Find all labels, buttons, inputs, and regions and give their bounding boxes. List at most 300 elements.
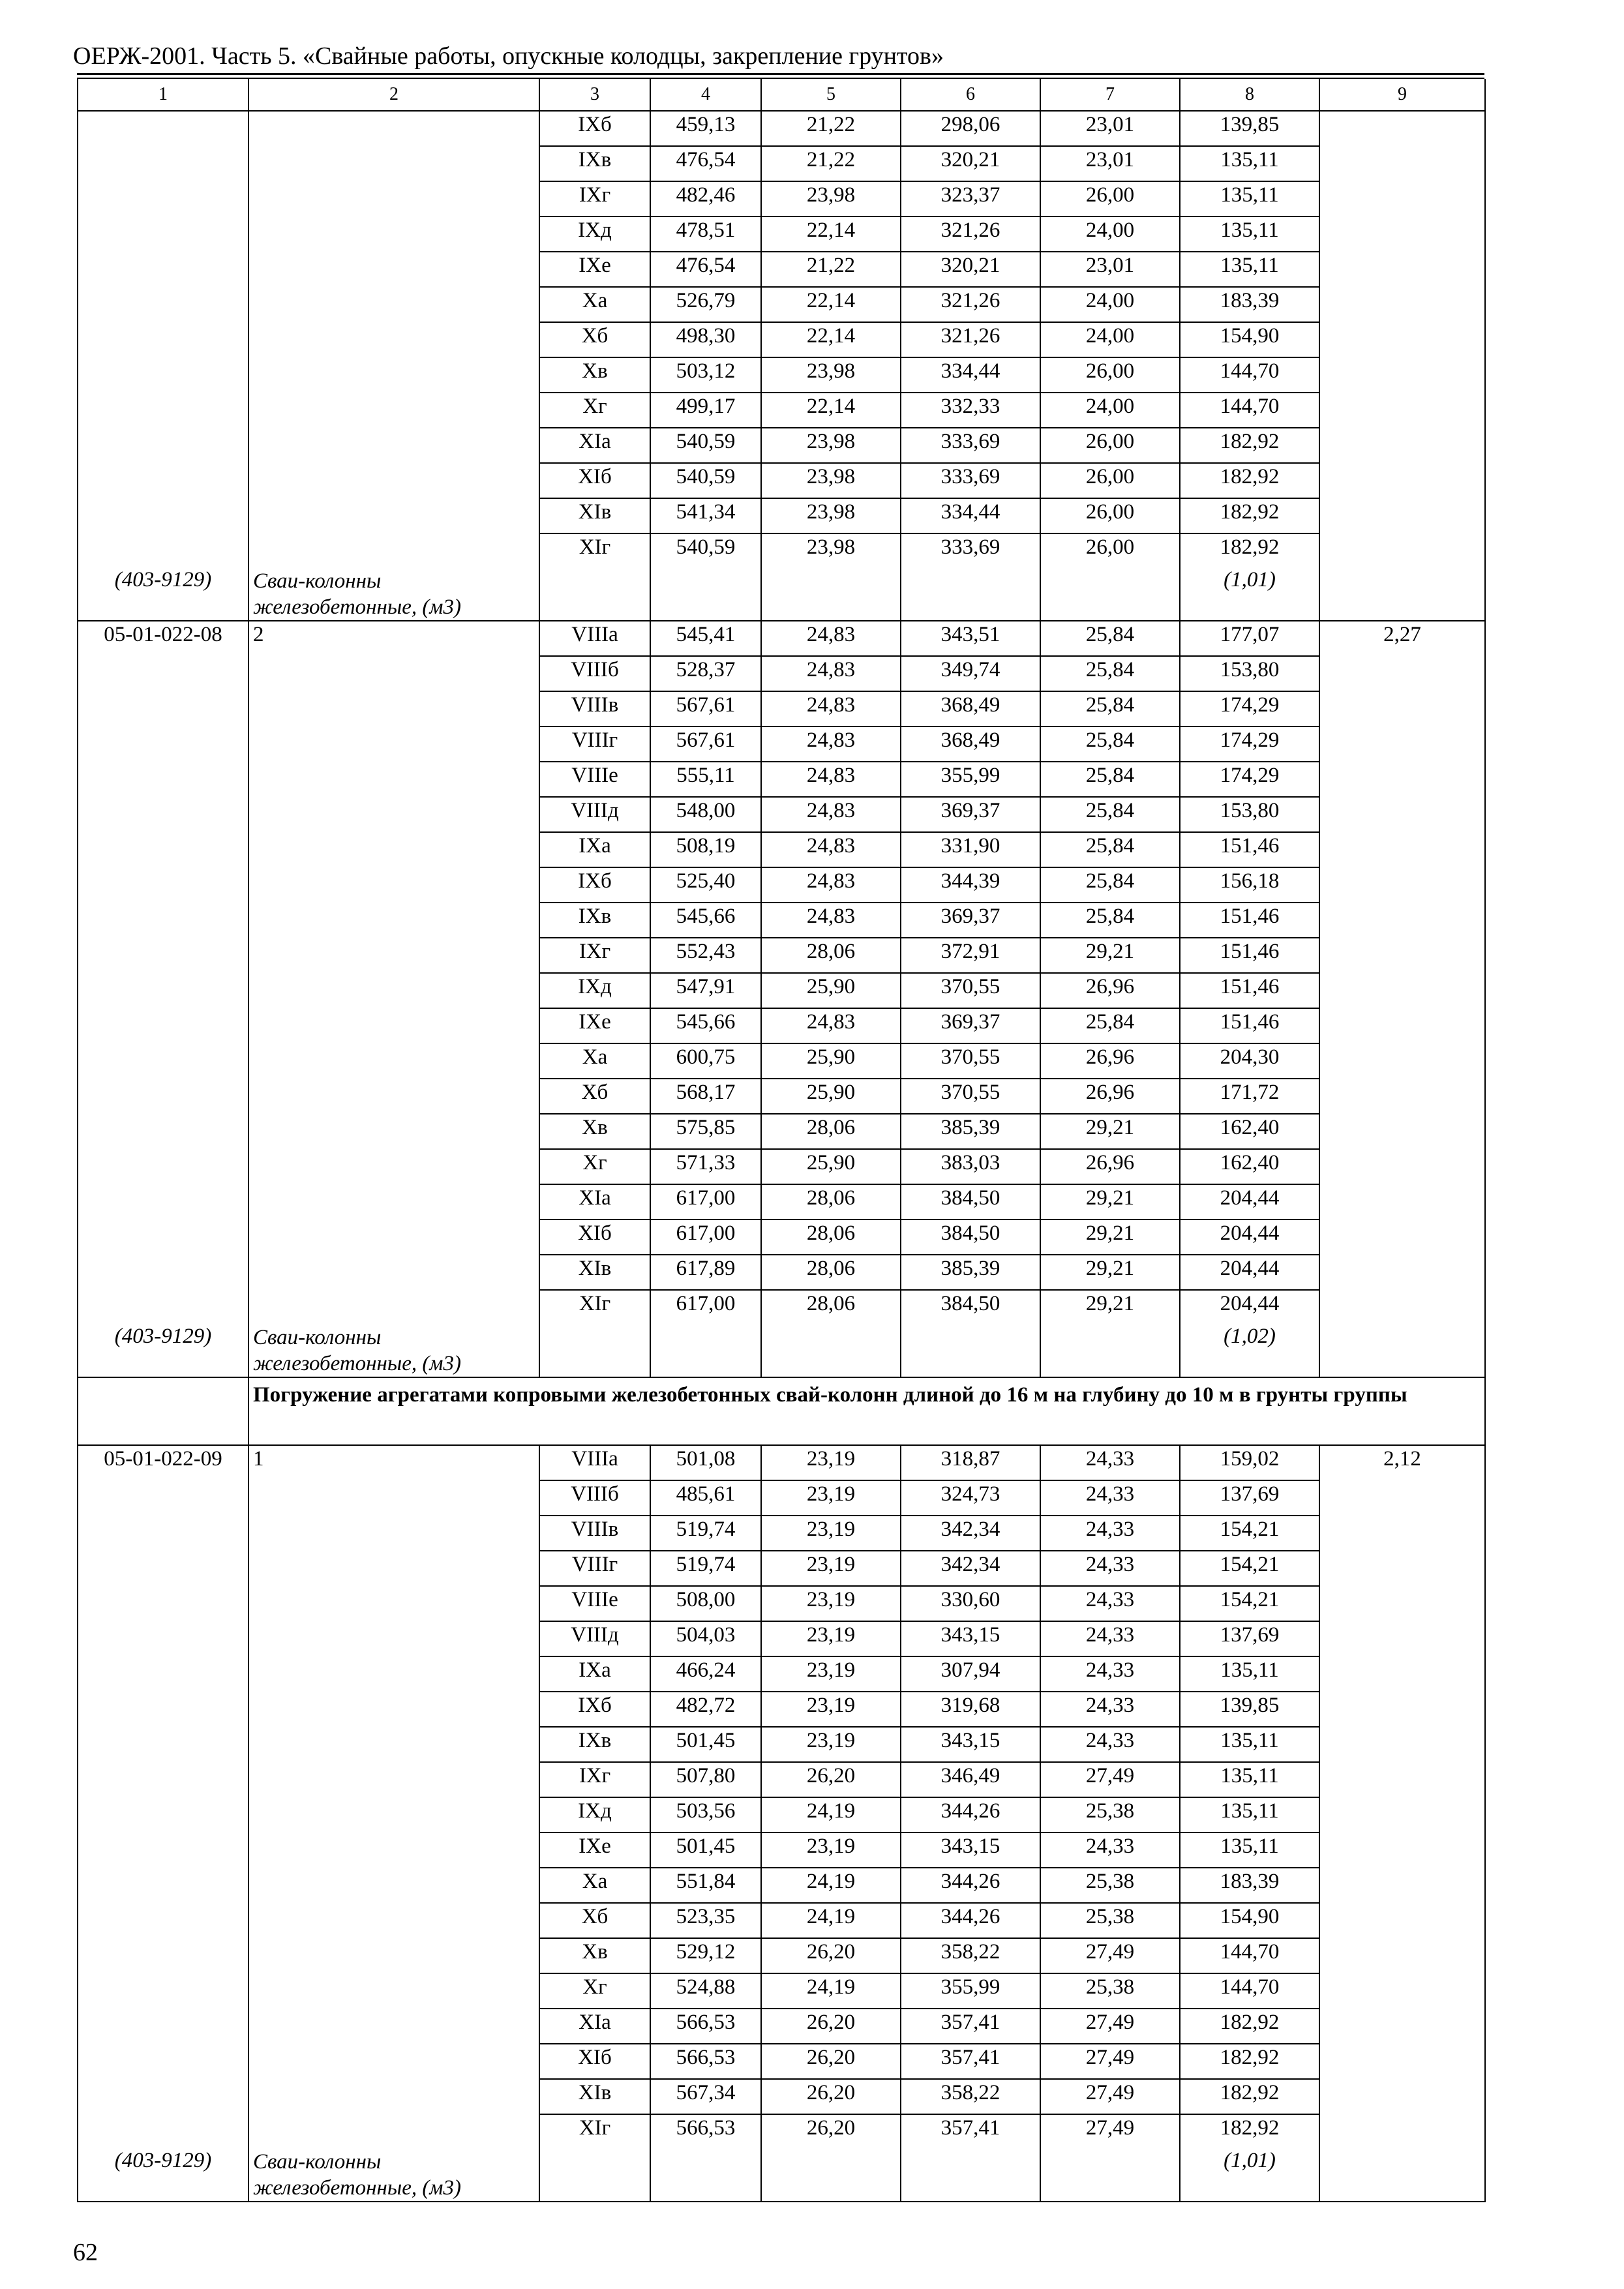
- table-row: [78, 1586, 1485, 1621]
- labor-wages: 28,06: [761, 938, 901, 973]
- rate-code: [78, 903, 248, 938]
- column-header-9: 9: [1319, 79, 1485, 111]
- labor-coefficient: [1319, 1692, 1485, 1727]
- labor-coefficient: [1319, 1762, 1485, 1797]
- labor-wages: 23,19: [761, 1480, 901, 1516]
- labor-coefficient: [1319, 533, 1485, 568]
- rate-code: [78, 832, 248, 867]
- direct-cost: 545,66: [650, 1008, 761, 1043]
- labor-coefficient: [1319, 1079, 1485, 1114]
- table-row: [78, 1938, 1485, 1973]
- labor-coefficient: [1319, 393, 1485, 428]
- soil-category: XIб: [539, 1219, 650, 1255]
- machine-cost: 372,91: [901, 938, 1040, 973]
- direct-cost: 568,17: [650, 1079, 761, 1114]
- soil-category: Xа: [539, 1868, 650, 1903]
- soil-group: [248, 1043, 539, 1079]
- machine-cost: 342,34: [901, 1516, 1040, 1551]
- operator-wages: 26,00: [1040, 463, 1180, 498]
- resource-row: [78, 1324, 1485, 1377]
- table-row: [78, 146, 1485, 181]
- operator-wages: 24,33: [1040, 1727, 1180, 1762]
- direct-cost: 459,13: [650, 111, 761, 146]
- resource-blank: [761, 1324, 901, 1377]
- direct-cost: 552,43: [650, 938, 761, 973]
- table-row: [78, 1184, 1485, 1219]
- header-rule: [77, 73, 1484, 75]
- table-row: [78, 1219, 1485, 1255]
- soil-group: [248, 428, 539, 463]
- soil-category: IXе: [539, 1008, 650, 1043]
- table-row: [78, 656, 1485, 691]
- resource-blank: [650, 2149, 761, 2202]
- soil-group: [248, 656, 539, 691]
- labor-wages: 24,83: [761, 867, 901, 903]
- soil-category: XIг: [539, 533, 650, 568]
- soil-group: [248, 1797, 539, 1833]
- labor-coefficient: [1319, 656, 1485, 691]
- soil-group: [248, 1079, 539, 1114]
- soil-category: IXа: [539, 832, 650, 867]
- table-row: [78, 1255, 1485, 1290]
- soil-group: [248, 111, 539, 146]
- machine-cost: 320,21: [901, 252, 1040, 287]
- soil-group: [248, 1219, 539, 1255]
- labor-coefficient: [1319, 1868, 1485, 1903]
- rate-code: [78, 1868, 248, 1903]
- labor-coefficient: [1319, 1255, 1485, 1290]
- machine-cost: 358,22: [901, 1938, 1040, 1973]
- soil-category: XIг: [539, 1290, 650, 1324]
- soil-category: Xв: [539, 357, 650, 393]
- operator-wages: 24,00: [1040, 217, 1180, 252]
- operator-wages: 25,84: [1040, 621, 1180, 656]
- machine-cost: 319,68: [901, 1692, 1040, 1727]
- table-row: [78, 1868, 1485, 1903]
- labor-wages: 24,83: [761, 691, 901, 726]
- table-row: [78, 1551, 1485, 1586]
- direct-cost: 617,00: [650, 1184, 761, 1219]
- resource-blank: [539, 2149, 650, 2202]
- resource-blank: [1040, 2149, 1180, 2202]
- table-row: [78, 1008, 1485, 1043]
- soil-group: [248, 322, 539, 357]
- soil-category: XIб: [539, 463, 650, 498]
- operator-wages: 26,00: [1040, 428, 1180, 463]
- soil-category: IXв: [539, 903, 650, 938]
- table-row: [78, 1114, 1485, 1149]
- soil-group: [248, 533, 539, 568]
- labor-coefficient: [1319, 1219, 1485, 1255]
- operator-wages: 23,01: [1040, 146, 1180, 181]
- direct-cost: 566,53: [650, 2114, 761, 2149]
- material-cost: 183,39: [1180, 287, 1319, 322]
- operator-wages: 25,84: [1040, 1008, 1180, 1043]
- soil-category: IXб: [539, 111, 650, 146]
- direct-cost: 575,85: [650, 1114, 761, 1149]
- material-cost: 154,90: [1180, 1903, 1319, 1938]
- soil-category: IXб: [539, 1692, 650, 1727]
- material-cost: 174,29: [1180, 726, 1319, 762]
- operator-wages: 26,96: [1040, 1149, 1180, 1184]
- soil-category: XIа: [539, 428, 650, 463]
- material-cost: 151,46: [1180, 938, 1319, 973]
- soil-group: [248, 463, 539, 498]
- operator-wages: 25,84: [1040, 656, 1180, 691]
- material-cost: 137,69: [1180, 1621, 1319, 1656]
- soil-group: [248, 973, 539, 1008]
- operator-wages: 25,38: [1040, 1973, 1180, 2009]
- direct-cost: 526,79: [650, 287, 761, 322]
- resource-blank: [650, 1324, 761, 1377]
- resource-quantity: (1,02): [1180, 1324, 1319, 1377]
- rate-code: [78, 1903, 248, 1938]
- resource-name: Сваи-колонны железобетонные, (м3): [248, 568, 539, 621]
- table-row: [78, 322, 1485, 357]
- rate-code: [78, 252, 248, 287]
- labor-wages: 23,19: [761, 1516, 901, 1551]
- rate-code: [78, 1551, 248, 1586]
- machine-cost: 357,41: [901, 2044, 1040, 2079]
- material-cost: 135,11: [1180, 1833, 1319, 1868]
- rate-code: [78, 726, 248, 762]
- table-row: [78, 111, 1485, 146]
- operator-wages: 25,84: [1040, 867, 1180, 903]
- labor-wages: 22,14: [761, 393, 901, 428]
- soil-group: 1: [248, 1445, 539, 1480]
- table-row: [78, 533, 1485, 568]
- direct-cost: 566,53: [650, 2044, 761, 2079]
- table-row: [78, 1445, 1485, 1480]
- rate-code: [78, 1973, 248, 2009]
- soil-category: VIIIг: [539, 1551, 650, 1586]
- material-cost: 204,44: [1180, 1219, 1319, 1255]
- table-row: [78, 2044, 1485, 2079]
- rate-code: 05-01-022-09: [78, 1445, 248, 1480]
- soil-group: [248, 1762, 539, 1797]
- operator-wages: 24,33: [1040, 1445, 1180, 1480]
- machine-cost: 344,26: [901, 1903, 1040, 1938]
- column-header-5: 5: [761, 79, 901, 111]
- rate-code: [78, 1043, 248, 1079]
- soil-group: [248, 832, 539, 867]
- machine-cost: 343,15: [901, 1727, 1040, 1762]
- soil-category: XIа: [539, 1184, 650, 1219]
- table-row: [78, 1692, 1485, 1727]
- labor-coefficient: [1319, 1149, 1485, 1184]
- soil-group: [248, 903, 539, 938]
- machine-cost: 369,37: [901, 797, 1040, 832]
- column-header-2: 2: [248, 79, 539, 111]
- direct-cost: 617,00: [650, 1290, 761, 1324]
- operator-wages: 27,49: [1040, 1938, 1180, 1973]
- soil-group: [248, 1516, 539, 1551]
- direct-cost: 525,40: [650, 867, 761, 903]
- labor-wages: 23,98: [761, 357, 901, 393]
- machine-cost: 298,06: [901, 111, 1040, 146]
- rate-code: [78, 498, 248, 533]
- labor-wages: 28,06: [761, 1184, 901, 1219]
- rate-code: [78, 1219, 248, 1255]
- material-cost: 204,44: [1180, 1184, 1319, 1219]
- soil-category: XIб: [539, 2044, 650, 2079]
- labor-wages: 25,90: [761, 1149, 901, 1184]
- rate-code: [78, 1516, 248, 1551]
- labor-wages: 24,83: [761, 903, 901, 938]
- table-row: [78, 938, 1485, 973]
- table-row: [78, 1149, 1485, 1184]
- table-row: [78, 726, 1485, 762]
- direct-cost: 504,03: [650, 1621, 761, 1656]
- machine-cost: 370,55: [901, 973, 1040, 1008]
- soil-group: [248, 1938, 539, 1973]
- machine-cost: 369,37: [901, 903, 1040, 938]
- soil-group: [248, 1290, 539, 1324]
- material-cost: 182,92: [1180, 463, 1319, 498]
- labor-coefficient: 2,12: [1319, 1445, 1485, 1480]
- rates-table: [77, 79, 1486, 2202]
- labor-coefficient: [1319, 1656, 1485, 1692]
- operator-wages: 25,84: [1040, 797, 1180, 832]
- soil-category: XIв: [539, 1255, 650, 1290]
- soil-category: Xа: [539, 1043, 650, 1079]
- labor-coefficient: [1319, 1008, 1485, 1043]
- soil-category: XIа: [539, 2009, 650, 2044]
- labor-coefficient: [1319, 357, 1485, 393]
- rate-code: [78, 1079, 248, 1114]
- soil-category: VIIIб: [539, 1480, 650, 1516]
- machine-cost: 333,69: [901, 428, 1040, 463]
- page-number: 62: [73, 2239, 98, 2266]
- soil-category: IXа: [539, 1656, 650, 1692]
- direct-cost: 476,54: [650, 252, 761, 287]
- material-cost: 156,18: [1180, 867, 1319, 903]
- direct-cost: 523,35: [650, 1903, 761, 1938]
- material-cost: 162,40: [1180, 1149, 1319, 1184]
- direct-cost: 499,17: [650, 393, 761, 428]
- soil-category: Xа: [539, 287, 650, 322]
- soil-group: [248, 867, 539, 903]
- labor-wages: 28,06: [761, 1114, 901, 1149]
- labor-coefficient: [1319, 1516, 1485, 1551]
- labor-wages: 26,20: [761, 2114, 901, 2149]
- machine-cost: 385,39: [901, 1114, 1040, 1149]
- material-cost: 171,72: [1180, 1079, 1319, 1114]
- material-cost: 183,39: [1180, 1868, 1319, 1903]
- section-blank: [78, 1377, 248, 1445]
- material-cost: 153,80: [1180, 656, 1319, 691]
- table-row: [78, 1079, 1485, 1114]
- rate-code: [78, 762, 248, 797]
- machine-cost: 384,50: [901, 1290, 1040, 1324]
- machine-cost: 330,60: [901, 1586, 1040, 1621]
- direct-cost: 478,51: [650, 217, 761, 252]
- labor-wages: 23,19: [761, 1692, 901, 1727]
- material-cost: 135,11: [1180, 1727, 1319, 1762]
- direct-cost: 545,66: [650, 903, 761, 938]
- soil-category: VIIIе: [539, 1586, 650, 1621]
- soil-group: [248, 1727, 539, 1762]
- rate-code: [78, 287, 248, 322]
- operator-wages: 29,21: [1040, 1114, 1180, 1149]
- soil-category: VIIIа: [539, 621, 650, 656]
- rate-code: [78, 1255, 248, 1290]
- table-row: [78, 428, 1485, 463]
- machine-cost: 318,87: [901, 1445, 1040, 1480]
- labor-wages: 25,90: [761, 973, 901, 1008]
- soil-group: [248, 938, 539, 973]
- soil-category: Xг: [539, 393, 650, 428]
- labor-wages: 26,20: [761, 1938, 901, 1973]
- machine-cost: 358,22: [901, 2079, 1040, 2114]
- soil-group: [248, 1692, 539, 1727]
- material-cost: 182,92: [1180, 2009, 1319, 2044]
- resource-quantity: (1,01): [1180, 2149, 1319, 2202]
- labor-coefficient: [1319, 1833, 1485, 1868]
- rate-code: [78, 1797, 248, 1833]
- operator-wages: 25,38: [1040, 1797, 1180, 1833]
- labor-coefficient: [1319, 1551, 1485, 1586]
- direct-cost: 566,53: [650, 2009, 761, 2044]
- rate-code: [78, 1586, 248, 1621]
- labor-coefficient: [1319, 691, 1485, 726]
- operator-wages: 25,84: [1040, 691, 1180, 726]
- soil-category: VIIIд: [539, 1621, 650, 1656]
- labor-wages: 23,19: [761, 1586, 901, 1621]
- labor-coefficient: [1319, 1043, 1485, 1079]
- soil-group: [248, 2114, 539, 2149]
- rate-code: [78, 1692, 248, 1727]
- material-cost: 154,21: [1180, 1551, 1319, 1586]
- labor-coefficient: [1319, 146, 1485, 181]
- machine-cost: 355,99: [901, 1973, 1040, 2009]
- rate-code: [78, 533, 248, 568]
- soil-category: VIIIб: [539, 656, 650, 691]
- material-cost: 135,11: [1180, 252, 1319, 287]
- rate-code: [78, 1621, 248, 1656]
- labor-coefficient: [1319, 867, 1485, 903]
- labor-wages: 24,19: [761, 1903, 901, 1938]
- direct-cost: 567,61: [650, 691, 761, 726]
- labor-coefficient: [1319, 938, 1485, 973]
- labor-wages: 25,90: [761, 1079, 901, 1114]
- direct-cost: 617,89: [650, 1255, 761, 1290]
- rate-code: [78, 1149, 248, 1184]
- labor-coefficient: [1319, 1184, 1485, 1219]
- direct-cost: 571,33: [650, 1149, 761, 1184]
- material-cost: 135,11: [1180, 1762, 1319, 1797]
- soil-group: [248, 1255, 539, 1290]
- labor-wages: 28,06: [761, 1219, 901, 1255]
- table-row: [78, 832, 1485, 867]
- machine-cost: 332,33: [901, 393, 1040, 428]
- table-row: [78, 2114, 1485, 2149]
- direct-cost: 540,59: [650, 463, 761, 498]
- direct-cost: 466,24: [650, 1656, 761, 1692]
- table-row: [78, 1797, 1485, 1833]
- resource-blank: [1319, 2149, 1485, 2202]
- machine-cost: 344,39: [901, 867, 1040, 903]
- material-cost: 177,07: [1180, 621, 1319, 656]
- soil-category: VIIIв: [539, 691, 650, 726]
- rate-code: [78, 1727, 248, 1762]
- operator-wages: 25,84: [1040, 726, 1180, 762]
- material-cost: 182,92: [1180, 2044, 1319, 2079]
- soil-group: [248, 2044, 539, 2079]
- direct-cost: 501,08: [650, 1445, 761, 1480]
- operator-wages: 27,49: [1040, 2044, 1180, 2079]
- material-cost: 135,11: [1180, 1656, 1319, 1692]
- operator-wages: 29,21: [1040, 1184, 1180, 1219]
- soil-group: [248, 1114, 539, 1149]
- labor-coefficient: [1319, 2114, 1485, 2149]
- operator-wages: 25,84: [1040, 832, 1180, 867]
- labor-coefficient: [1319, 1586, 1485, 1621]
- table-row: [78, 181, 1485, 217]
- operator-wages: 26,00: [1040, 533, 1180, 568]
- direct-cost: 547,91: [650, 973, 761, 1008]
- soil-group: 2: [248, 621, 539, 656]
- rate-code: [78, 938, 248, 973]
- direct-cost: 528,37: [650, 656, 761, 691]
- soil-category: IXд: [539, 1797, 650, 1833]
- soil-category: IXб: [539, 867, 650, 903]
- labor-coefficient: [1319, 903, 1485, 938]
- rate-code: [78, 973, 248, 1008]
- soil-group: [248, 393, 539, 428]
- material-cost: 135,11: [1180, 146, 1319, 181]
- resource-blank: [1319, 1324, 1485, 1377]
- machine-cost: 333,69: [901, 533, 1040, 568]
- soil-group: [248, 2079, 539, 2114]
- operator-wages: 26,96: [1040, 973, 1180, 1008]
- resource-blank: [1040, 568, 1180, 621]
- direct-cost: 555,11: [650, 762, 761, 797]
- soil-category: XIв: [539, 498, 650, 533]
- soil-category: VIIIа: [539, 1445, 650, 1480]
- labor-wages: 21,22: [761, 111, 901, 146]
- material-cost: 204,30: [1180, 1043, 1319, 1079]
- rate-code: [78, 2079, 248, 2114]
- material-cost: 204,44: [1180, 1290, 1319, 1324]
- labor-coefficient: [1319, 217, 1485, 252]
- labor-coefficient: 2,27: [1319, 621, 1485, 656]
- operator-wages: 24,33: [1040, 1656, 1180, 1692]
- operator-wages: 24,00: [1040, 322, 1180, 357]
- labor-coefficient: [1319, 1480, 1485, 1516]
- material-cost: 137,69: [1180, 1480, 1319, 1516]
- material-cost: 135,11: [1180, 181, 1319, 217]
- direct-cost: 519,74: [650, 1551, 761, 1586]
- resource-row: [78, 568, 1485, 621]
- labor-wages: 24,83: [761, 726, 901, 762]
- material-cost: 182,92: [1180, 498, 1319, 533]
- operator-wages: 24,33: [1040, 1692, 1180, 1727]
- resource-name: Сваи-колонны железобетонные, (м3): [248, 1324, 539, 1377]
- operator-wages: 24,33: [1040, 1516, 1180, 1551]
- material-cost: 174,29: [1180, 691, 1319, 726]
- operator-wages: 25,84: [1040, 762, 1180, 797]
- soil-group: [248, 1656, 539, 1692]
- material-cost: 159,02: [1180, 1445, 1319, 1480]
- soil-category: Xб: [539, 1079, 650, 1114]
- labor-coefficient: [1319, 2079, 1485, 2114]
- machine-cost: 346,49: [901, 1762, 1040, 1797]
- machine-cost: 321,26: [901, 322, 1040, 357]
- soil-category: VIIIг: [539, 726, 650, 762]
- soil-category: Xв: [539, 1114, 650, 1149]
- material-cost: 135,11: [1180, 1797, 1319, 1833]
